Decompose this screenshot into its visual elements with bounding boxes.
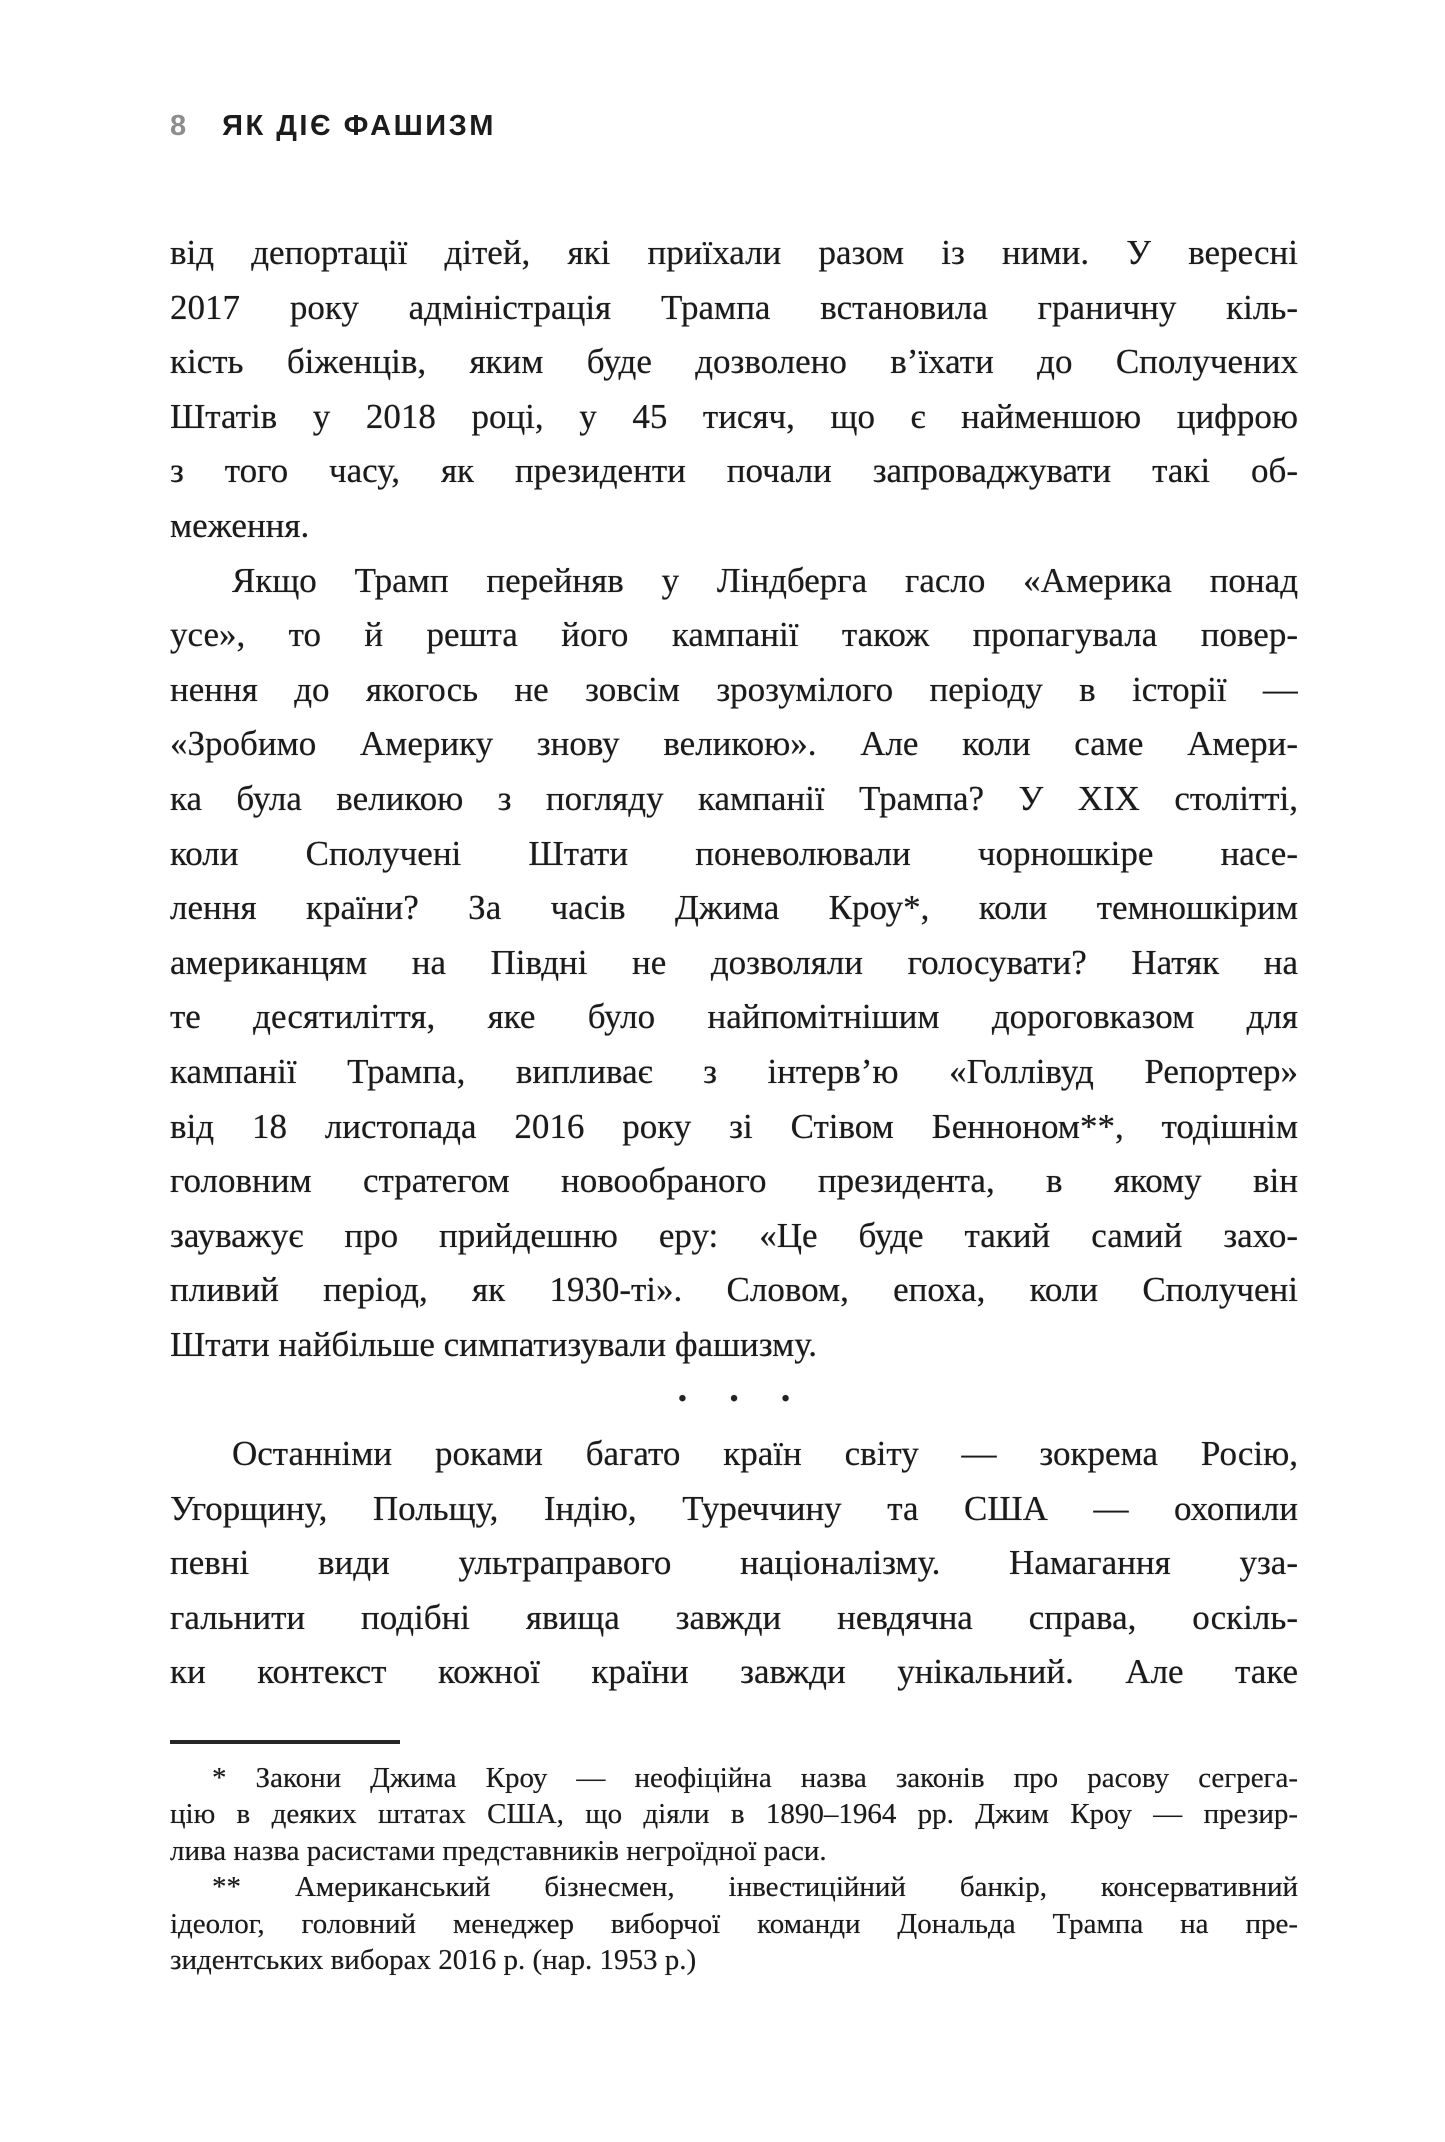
paragraph-1 xyxy=(170,226,1298,554)
text-line: гальнити подібні явища завжди невдячна справа, оскіль- xyxy=(170,1597,1298,1637)
text-line: те десятиліття, яке було найпомітнішим дороговказом для xyxy=(170,997,1298,1037)
text-line: зауважує про прийдешню еру: «Це буде такий самий захо- xyxy=(170,1215,1298,1255)
running-title: ЯК ДІЄ ФАШИЗМ xyxy=(222,110,496,142)
footnotes xyxy=(170,1740,1298,1978)
text-line: Якщо Трамп перейняв у Ліндберга гасло «Америка понад xyxy=(232,560,1298,600)
text-line: від 18 листопада 2016 року зі Стівом Бенноном**, тодішнім xyxy=(170,1106,1298,1146)
footnote-rule xyxy=(170,1740,400,1744)
text-line: цію в деяких штатах США, що діяли в 1890–1964 рр. Джим Кроу — презир- xyxy=(170,1798,1298,1831)
paragraph-2 xyxy=(170,554,1298,1373)
section-separator: • • • xyxy=(677,1384,791,1414)
page-number: 8 xyxy=(170,110,187,142)
body-text xyxy=(170,226,1298,1700)
text-line: ки контекст кожної країни завжди унікальний. Але таке xyxy=(170,1652,1298,1692)
text-line: Штатів у 2018 році, у 45 тисяч, що є найменшою цифрою xyxy=(170,396,1298,436)
text-line: Штати найбільше симпатизували фашизму. xyxy=(170,1324,817,1364)
text-line: Угорщину, Польщу, Індію, Туреччину та США — охопили xyxy=(170,1488,1298,1528)
text-line: меження. xyxy=(170,505,310,545)
text-line: коли Сполучені Штати поневолювали чорношкіре насе- xyxy=(170,833,1298,873)
text-line: американцям на Півдні не дозволяли голосувати? Натяк на xyxy=(170,942,1298,982)
text-line: Останніми роками багато країн світу — зокрема Росію, xyxy=(232,1434,1298,1474)
text-line: * Закони Джима Кроу — неофіційна назва законів про расову сегрега- xyxy=(212,1762,1298,1794)
text-line: ка була великою з погляду кампанії Трампа? У XIX столітті, xyxy=(170,778,1298,818)
text-line: кампанії Трампа, випливає з інтерв’ю «Голлівуд Репортер» xyxy=(170,1051,1298,1091)
text-line: ідеолог, головний менеджер виборчої команди Дональда Трампа на пре- xyxy=(170,1907,1298,1940)
text-line: головним стратегом новообраного президента, в якому він xyxy=(170,1161,1298,1201)
text-line: кість біженців, яким буде дозволено в’їхати до Сполучених xyxy=(170,342,1298,382)
text-line: лива назва расистами представників негроїдної раси. xyxy=(170,1834,827,1867)
text-line: ** Американський бізнесмен, інвестиційний банкір, консервативний xyxy=(212,1871,1298,1904)
text-line: 2017 року адміністрація Трампа встановила граничну кіль- xyxy=(170,287,1298,327)
footnote-2 xyxy=(170,1869,1298,1978)
text-line: зидентських виборах 2016 р. (нар. 1953 р.) xyxy=(170,1943,697,1976)
text-line: від депортації дітей, які приїхали разом із ними. У вересні xyxy=(170,233,1298,272)
text-line: нення до якогось не зовсім зрозумілого періоду в історії — xyxy=(170,669,1298,709)
text-line: усе», то й решта його кампанії також пропагувала повер- xyxy=(170,615,1298,655)
page-header xyxy=(170,110,496,142)
text-line: «Зробимо Америку знову великою». Але коли саме Амери- xyxy=(170,724,1298,764)
text-line: з того часу, як президенти почали запроваджувати такі об- xyxy=(170,451,1298,491)
text-line: пливий період, як 1930-ті». Словом, епоха, коли Сполучені xyxy=(170,1270,1298,1310)
text-line: лення країни? За часів Джима Кроу*, коли темношкірим xyxy=(170,888,1298,928)
text-line: певні види ультраправого націоналізму. Намагання уза- xyxy=(170,1543,1298,1583)
paragraph-3 xyxy=(170,1427,1298,1700)
footnote-1 xyxy=(170,1760,1298,1869)
